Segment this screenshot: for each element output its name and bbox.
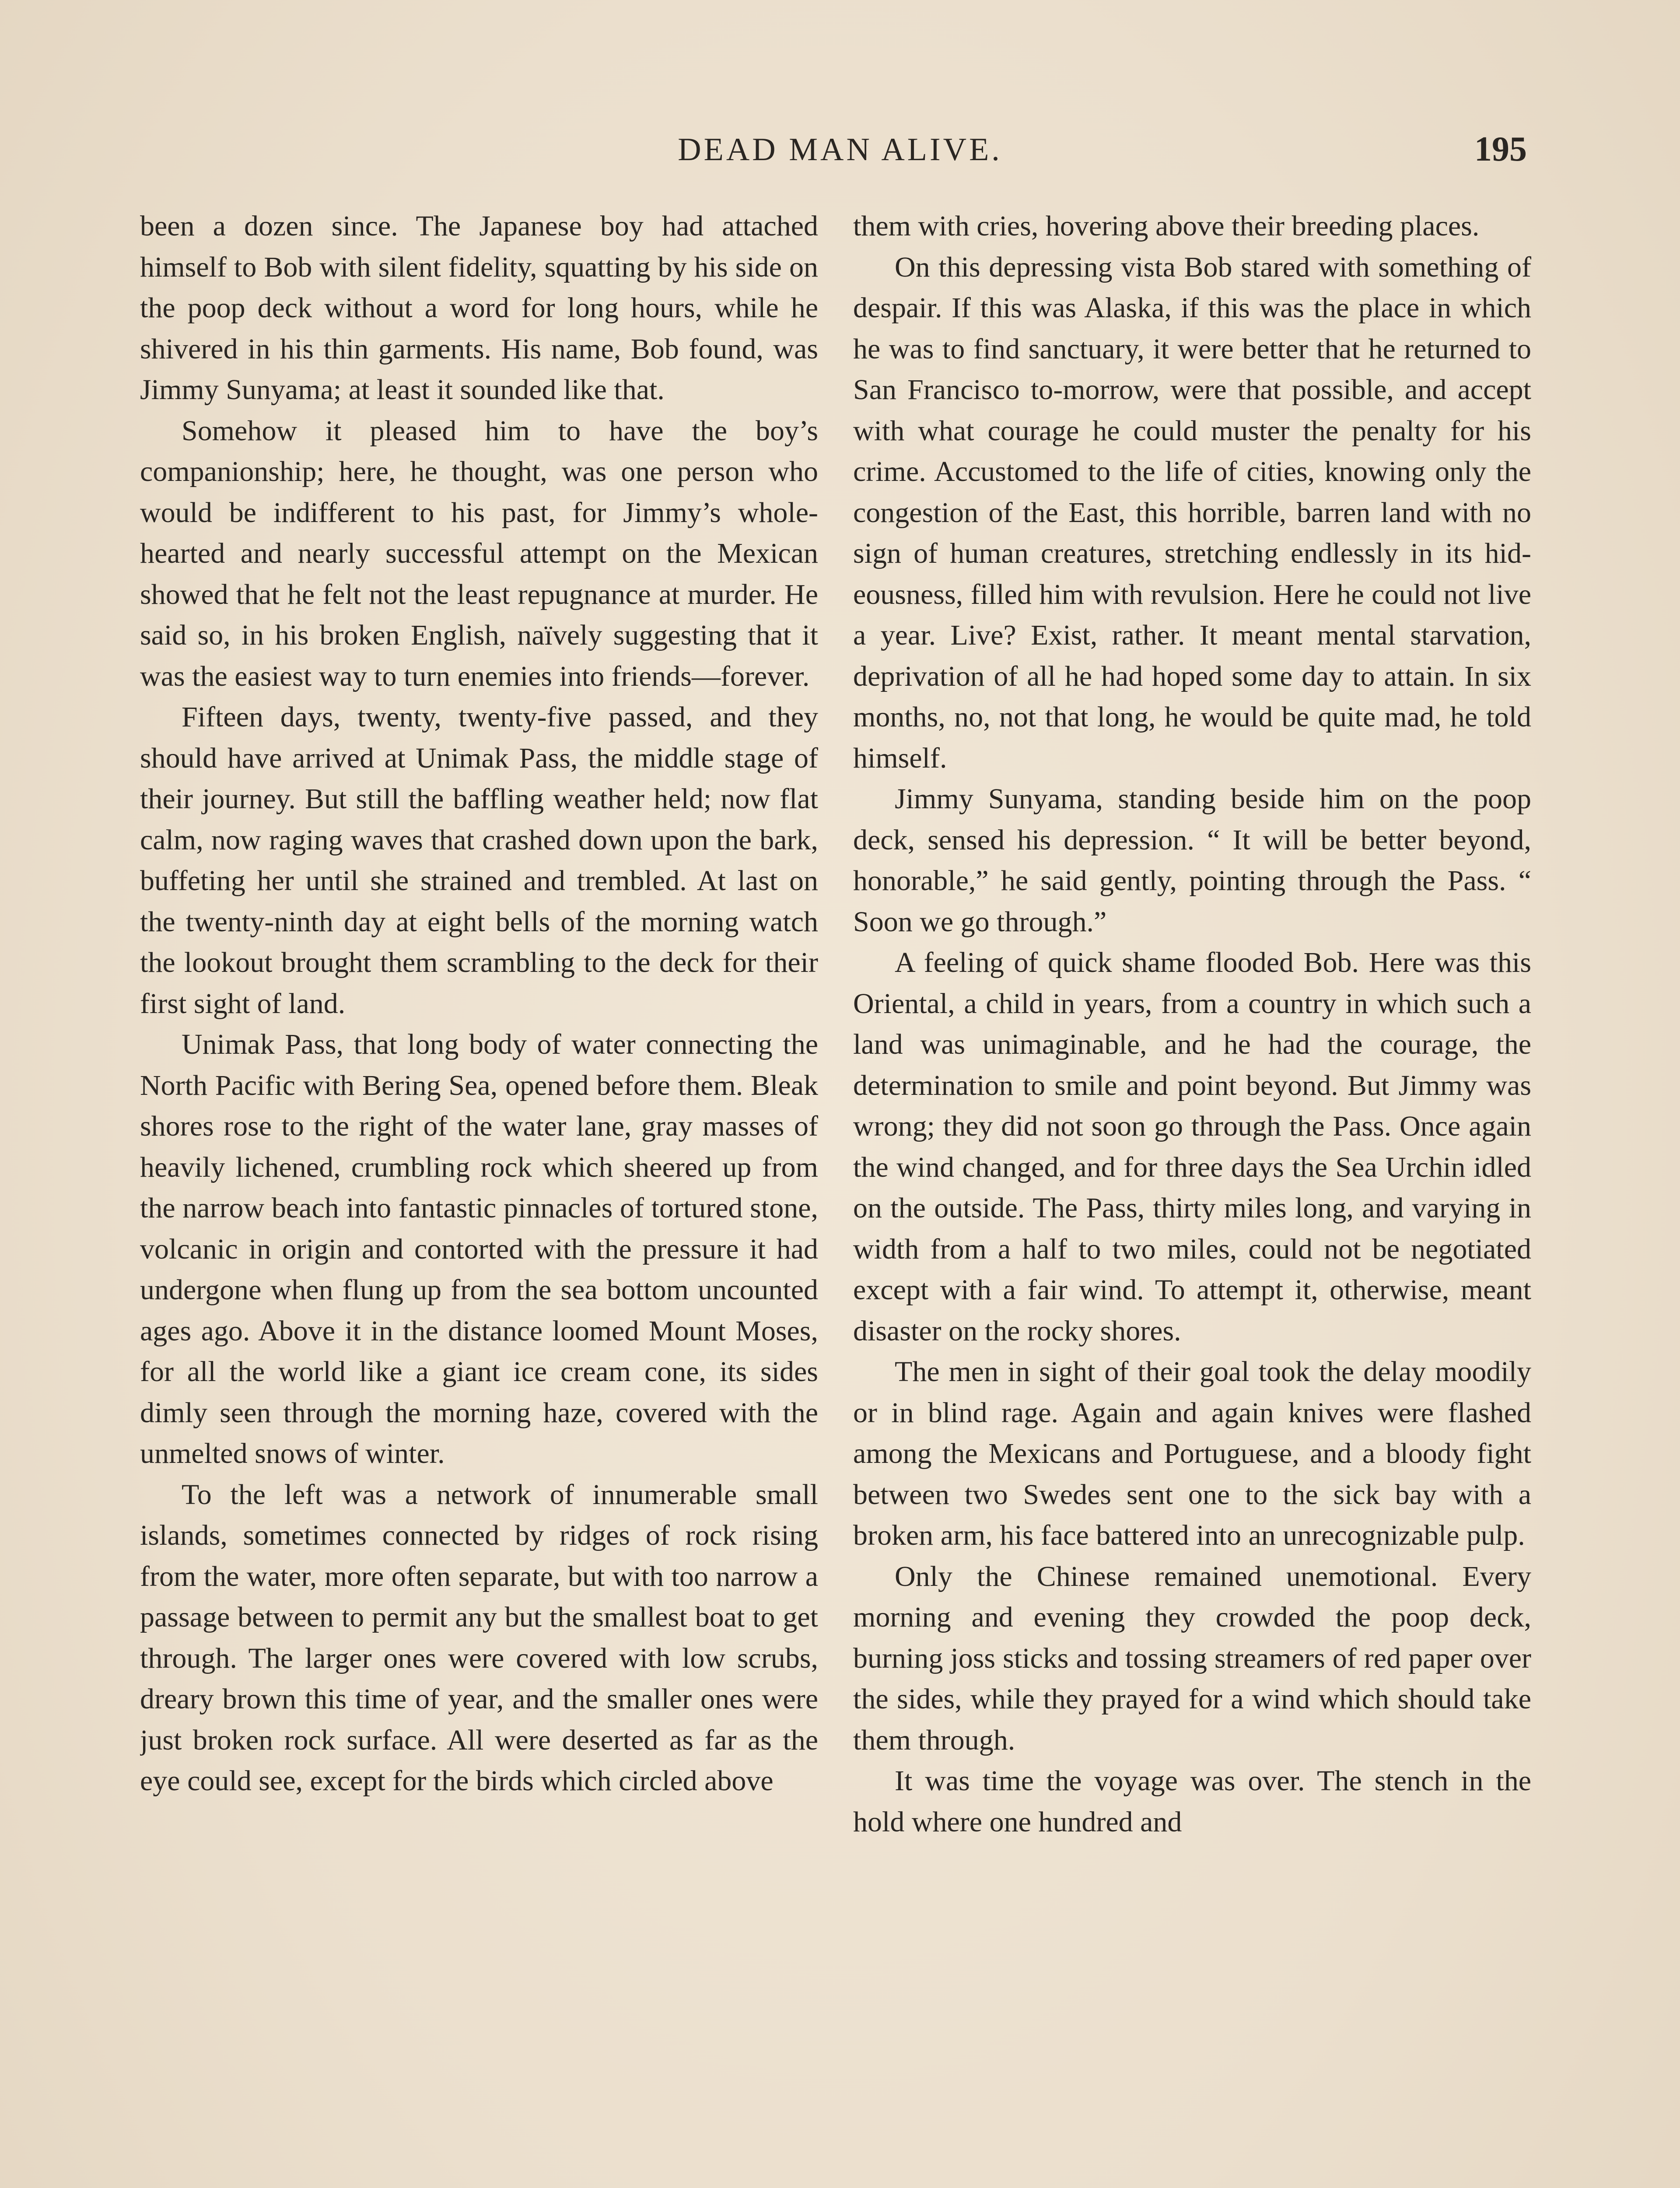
paragraph: Fifteen days, twenty, twenty-five passed, and they should have arrived at Unimak Pass, the middle stage of their journey. But still the baffling weather held; now flat calm, now raging waves that crashed down upon the bark, buffeting her until she strained and trembled. At last on the twenty-ninth day at eight bells of the morning watch the lookout brought them scrambling to the deck for their first sight of land. [140,701,818,1020]
left-column [140,206,818,2188]
paragraph: them with cries, hovering above their breeding places. [853,210,1480,242]
paragraph: On this depressing vista Bob stared with something of despair. If this was Alaska, if this was the place in which he was to find sanctuary, it were better that he returned to San Francisco to-morrow, were that possible, and accept with what courage he could muster the penalty for his crime. Accustomed to the life of cities, knowing only the congestion of the East, this horrible, barren land with no sign of human creatures, stretching endlessly in its hideousness, filled him with revulsion. Here he could not live a year. Live? Exist, rather. It meant mental starvation, deprivation of all he had hoped some day to attain. In six months, no, not that long, he would be quite mad, he told himself. [853,251,1531,774]
paragraph: Somehow it pleased him to have the boy’s companionship; here, he thought, was one person who would be indifferent to his past, for Jimmy’s whole-hearted and nearly successful attempt on the Mexican showed that he felt not the least repugnance at murder. He said so, in his broken English, naïvely suggesting that it was the easiest way to turn enemies into friends—forever. [140,414,818,692]
paragraph: been a dozen since. The Japanese boy had attached himself to Bob with silent fidelity, squatting by his side on the poop deck without a word for long hours, while he shivered in his thin garments. His name, Bob found, was Jimmy Sunyama; at least it sounded like that. [140,210,818,406]
paragraph: It was time the voyage was over. The stench in the hold where one hundred and [853,1765,1531,1838]
paragraph: A feeling of quick shame flooded Bob. Here was this Oriental, a child in years, from a country in which such a land was unimaginable, and he had the courage, the determination to smile and point beyond. But Jimmy was wrong; they did not soon go through the Pass. Once again the wind changed, and for three days the Sea Urchin idled on the outside. The Pass, thirty miles long, and varying in width from a half to two miles, could not be negotiated except with a fair wind. To attempt it, otherwise, meant disaster on the rocky shores. [853,947,1531,1347]
paragraph: To the left was a network of innumerable small islands, sometimes connected by ridges of rock rising from the water, more often separate, but with too narrow a passage between to permit any but the smallest boat to get through. The larger ones were covered with low scrubs, dreary brown this time of year, and the smaller ones were just broken rock surface. All were deserted as far as the eye could see, except for the birds which circled above [140,1478,818,1797]
page-header [140,127,1540,175]
paragraph: Unimak Pass, that long body of water connecting the North Pacific with Bering Sea, opened before them. Bleak shores rose to the right of the water lane, gray masses of heavily lichened, crumbling rock which sheered up from the narrow beach into fantastic pinnacles of tortured stone, volcanic in origin and contorted with the pressure it had undergone when flung up from the sea bottom uncounted ages ago. Above it in the distance loomed Mount Moses, for all the world like a giant ice cream cone, its sides dimly seen through the morning haze, covered with the unmelted snows of winter. [140,1028,818,1469]
text-columns [140,206,1531,2188]
paragraph: The men in sight of their goal took the delay moodily or in blind rage. Again and again knives were flashed among the Mexicans and Portuguese, and a bloody fight between two Swedes sent one to the sick bay with a broken arm, his face battered into an unrecognizable pulp. [853,1356,1531,1551]
paragraph: Only the Chinese remained unemotional. Every morning and evening they crowded the poop deck, burning joss sticks and tossing streamers of red paper over the sides, while they prayed for a wind which should take them through. [853,1560,1531,1756]
paragraph: Jimmy Sunyama, standing beside him on the poop deck, sensed his depression. “ It will be better beyond, honorable,” he said gently, pointing through the Pass. “ Soon we go through.” [853,783,1531,938]
page-number: 195 [1474,130,1527,168]
running-title: DEAD MAN ALIVE. [678,132,1002,168]
right-column [853,206,1531,2188]
